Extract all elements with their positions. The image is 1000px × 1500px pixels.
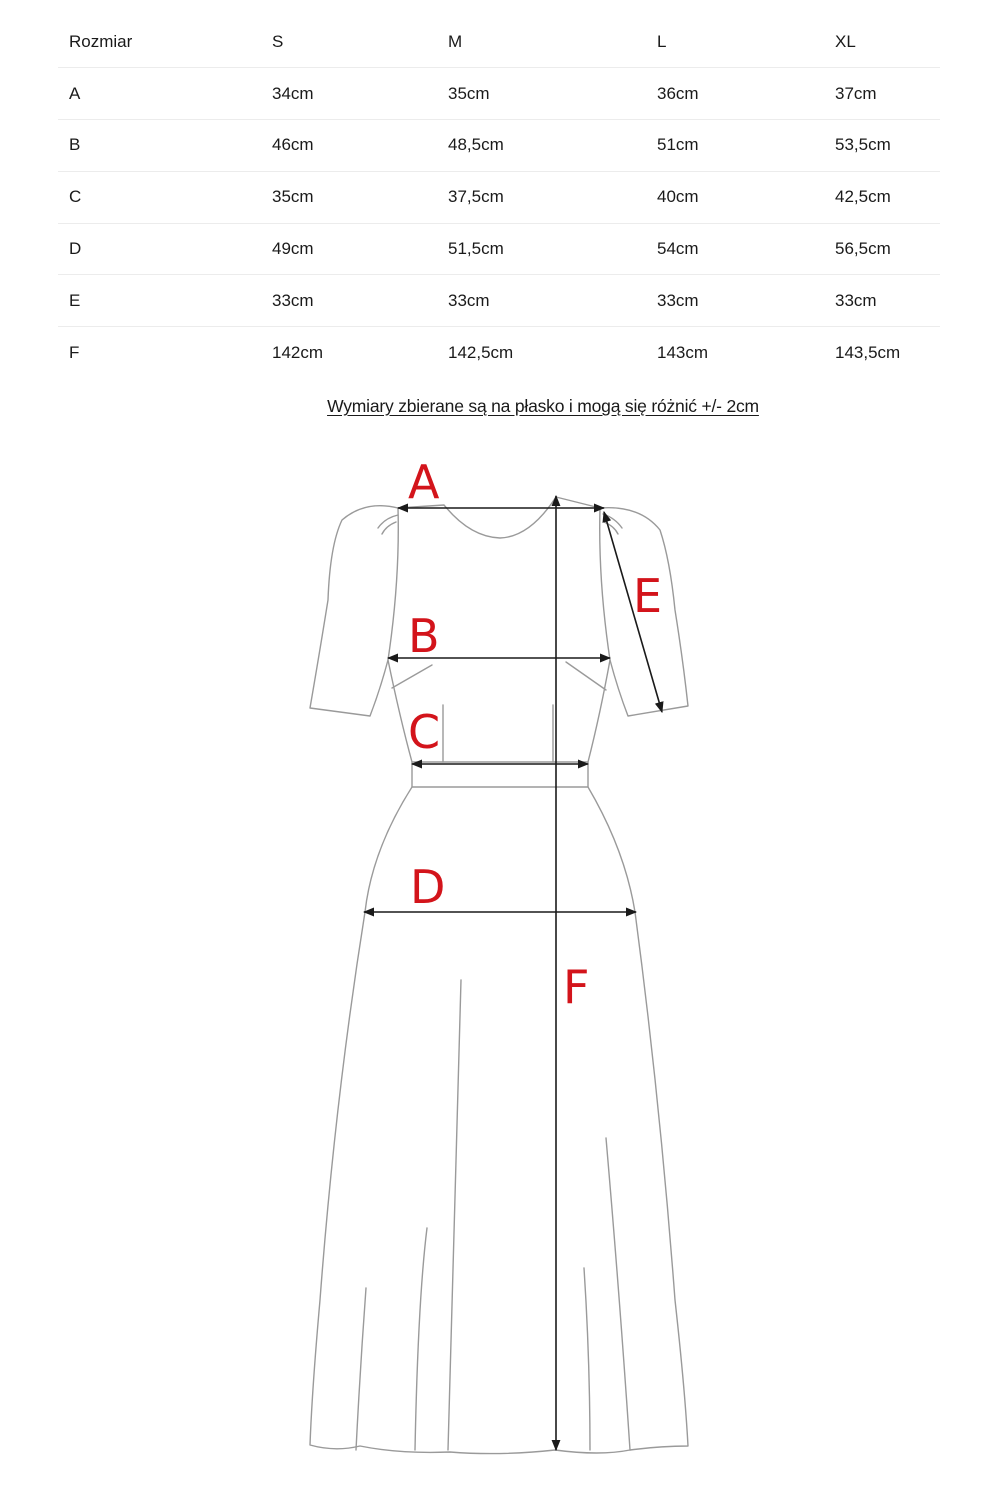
table-cell: 37cm [835, 83, 877, 103]
row-label: B [58, 120, 261, 172]
table-cell: 35cm [448, 83, 490, 103]
header-size-label: Rozmiar [58, 16, 261, 68]
table-cell: 143,5cm [824, 327, 940, 379]
row-label: F [58, 327, 261, 379]
table-cell: 33cm [824, 275, 940, 327]
waistband-outline [412, 762, 588, 787]
table-cell: 33cm [261, 275, 437, 327]
table-cell: 33cm [437, 275, 646, 327]
header-size-l: L [646, 16, 824, 68]
measurement-labels [408, 455, 662, 1014]
label-d: D [410, 860, 446, 914]
label-f: F [563, 960, 590, 1014]
row-label: C [58, 171, 261, 223]
table-cell: 33cm [646, 275, 824, 327]
left-sleeve-gather [378, 515, 398, 534]
row-label: D [58, 223, 261, 275]
row-label: E [58, 275, 261, 327]
row-label: A [69, 83, 81, 103]
header-size-s: S [261, 16, 437, 68]
label-e: E [633, 569, 663, 623]
table-cell: 36cm [657, 83, 699, 103]
table-cell: 35cm [261, 171, 437, 223]
table-cell: 142cm [261, 327, 437, 379]
left-sleeve-outline [310, 506, 398, 716]
table-cell: 48,5cm [437, 120, 646, 172]
dress-outline [310, 497, 688, 1454]
label-a: A [408, 455, 440, 509]
table-cell: 142,5cm [437, 327, 646, 379]
table-cell: 34cm [272, 83, 314, 103]
table-cell: 56,5cm [824, 223, 940, 275]
skirt-folds [356, 980, 630, 1450]
table-cell: 42,5cm [824, 171, 940, 223]
table-cell: 46cm [261, 120, 437, 172]
table-cell: 53,5cm [824, 120, 940, 172]
header-size-xl: XL [824, 16, 940, 68]
table-cell: 40cm [646, 171, 824, 223]
table-cell: 54cm [646, 223, 824, 275]
table-cell: 143cm [646, 327, 824, 379]
measurement-note: Wymiary zbierane są na płasko i mogą się różnić +/- 2cm [327, 396, 759, 416]
skirt-outline [310, 787, 688, 1454]
label-c: C [408, 705, 441, 759]
table-cell: 51cm [646, 120, 824, 172]
table-cell: 37,5cm [437, 171, 646, 223]
table-cell: 49cm [261, 223, 437, 275]
label-b: B [408, 609, 440, 663]
header-size-m: M [437, 16, 646, 68]
table-cell: 51,5cm [437, 223, 646, 275]
